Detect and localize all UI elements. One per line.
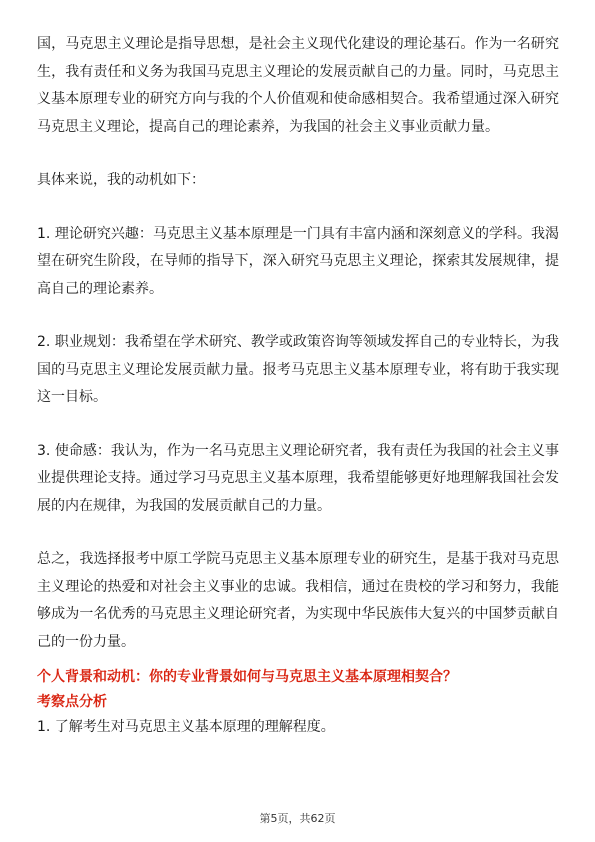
paragraph-motivation-1: 1. 理论研究兴趣：马克思主义基本原理是一门具有丰富内涵和深刻意义的学科。我渴望在研究生阶段，在导师的指导下，深入研究马克思主义理论，探索其发展规律，提高自己的理论素养。 [37, 225, 559, 297]
paragraph-motivation-3: 3. 使命感：我认为，作为一名马克思主义理论研究者，我有责任为我国的社会主义事业提供理论支持。通过学习马克思主义基本原理，我希望能够更好地理解我国社会发展的内在规律，为我国的发展贡献自己的力量。 [37, 442, 559, 514]
paragraph-conclusion: 总之，我选择报考中原工学院马克思主义基本原理专业的研究生，是基于我对马克思主义理论的热爱和对社会主义事业的忠诚。我相信，通过在贵校的学习和努力，我能够成为一名优秀的马克思主义理论研究者，为实现中华民族伟大复兴的中国梦贡献自己的一份力量。 [37, 551, 559, 650]
paragraph-intro: 国，马克思主义理论是指导思想，是社会主义现代化建设的理论基石。作为一名研究生，我有责任和义务为我国马克思主义理论的发展贡献自己的力量。同时，马克思主义基本原理专业的研究方向与我的个人价值观和使命感相契合。我希望通过深入研究马克思主义理论，提高自己的理论素养，为我国的社会主义事业贡献力量。 [37, 36, 559, 135]
paragraph-motivation-lead: 具体来说，我的动机如下： [37, 172, 205, 188]
paragraph-motivation-2: 2. 职业规划：我希望在学术研究、教学或政策咨询等领域发挥自己的专业特长，为我国的马克思主义理论发展贡献力量。报考马克思主义基本原理专业，将有助于我实现这一目标。 [37, 334, 559, 405]
page-content [37, 31, 559, 739]
question-title: 个人背景和动机：你的专业背景如何与马克思主义基本原理相契合？ [37, 669, 457, 685]
page-footer: 第5页，共62页 [259, 812, 336, 825]
analysis-heading: 考察点分析 [37, 694, 107, 710]
analysis-point: 1. 了解考生对马克思主义基本原理的理解程度。 [37, 719, 335, 735]
